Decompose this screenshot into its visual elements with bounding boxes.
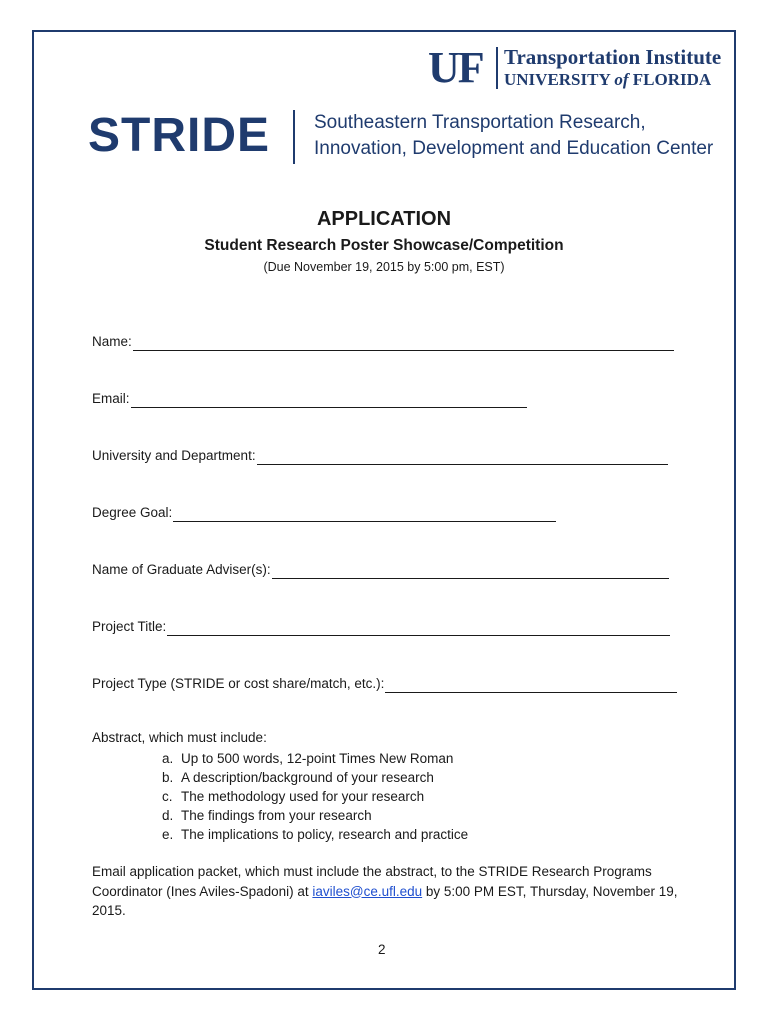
field-label: Name of Graduate Adviser(s): bbox=[92, 562, 271, 577]
degree-goal-field bbox=[92, 504, 556, 522]
page-title: APPLICATION bbox=[316, 208, 452, 230]
project-type-blank-line[interactable] bbox=[385, 677, 677, 693]
project-title-field bbox=[92, 618, 670, 636]
field-label: Degree Goal: bbox=[92, 505, 173, 520]
uf-transportation-institute-logo bbox=[428, 45, 728, 95]
list-item: a. Up to 500 words, 12-point Times New Roman bbox=[162, 751, 454, 766]
list-item: b. A description/background of your research bbox=[162, 770, 434, 785]
degree-goal-blank-line[interactable] bbox=[173, 506, 556, 522]
list-item: d. The findings from your research bbox=[162, 808, 372, 823]
list-item: c. The methodology used for your research bbox=[162, 789, 425, 804]
project-title-blank-line[interactable] bbox=[167, 620, 670, 636]
coordinator-email-link[interactable]: iaviles@ce.ufl.edu bbox=[312, 883, 423, 899]
email-blank-line[interactable] bbox=[131, 392, 527, 408]
page-subtitle: Student Research Poster Showcase/Competition bbox=[204, 237, 564, 254]
name-blank-line[interactable] bbox=[133, 335, 674, 351]
graduate-adviser-blank-line[interactable] bbox=[272, 563, 669, 579]
graduate-adviser-field bbox=[92, 561, 669, 579]
uf-institute-name: Transportation Institute bbox=[504, 45, 722, 69]
abstract-heading: Abstract, which must include: bbox=[92, 730, 267, 745]
stride-center-name: Southeastern Transportation Research, Innovation, Development and Education Center bbox=[314, 112, 714, 159]
uf-logo-divider bbox=[496, 47, 498, 89]
field-label: Project Type (STRIDE or cost share/match, etc.): bbox=[92, 676, 385, 691]
uf-logo-mark: UF bbox=[428, 43, 483, 92]
university-department-blank-line[interactable] bbox=[257, 449, 668, 465]
uf-university-name: UNIVERSITY of FLORIDA bbox=[504, 70, 712, 89]
list-item: e. The implications to policy, research and practice bbox=[162, 827, 469, 842]
submission-instructions: Email application packet, which must include the abstract, to the STRIDE Research Programs Coordinator (Ines Aviles-Spadoni) at iaviles@ce.ufl.edu by 5:00 PM EST, Thursday, November 19, 2015. bbox=[92, 864, 678, 918]
stride-wordmark: STRIDE bbox=[88, 109, 271, 162]
page-number: 2 bbox=[378, 942, 386, 957]
abstract-requirements-list bbox=[162, 749, 468, 844]
email-field bbox=[92, 390, 527, 408]
field-label: Email: bbox=[92, 391, 130, 406]
field-label: University and Department: bbox=[92, 448, 256, 463]
name-field bbox=[92, 333, 674, 351]
field-label: Name: bbox=[92, 334, 132, 349]
project-type-field bbox=[92, 675, 677, 693]
due-date: (Due November 19, 2015 by 5:00 pm, EST) bbox=[263, 260, 505, 274]
field-label: Project Title: bbox=[92, 619, 167, 634]
university-department-field bbox=[92, 447, 668, 465]
stride-logo-divider bbox=[293, 110, 295, 164]
